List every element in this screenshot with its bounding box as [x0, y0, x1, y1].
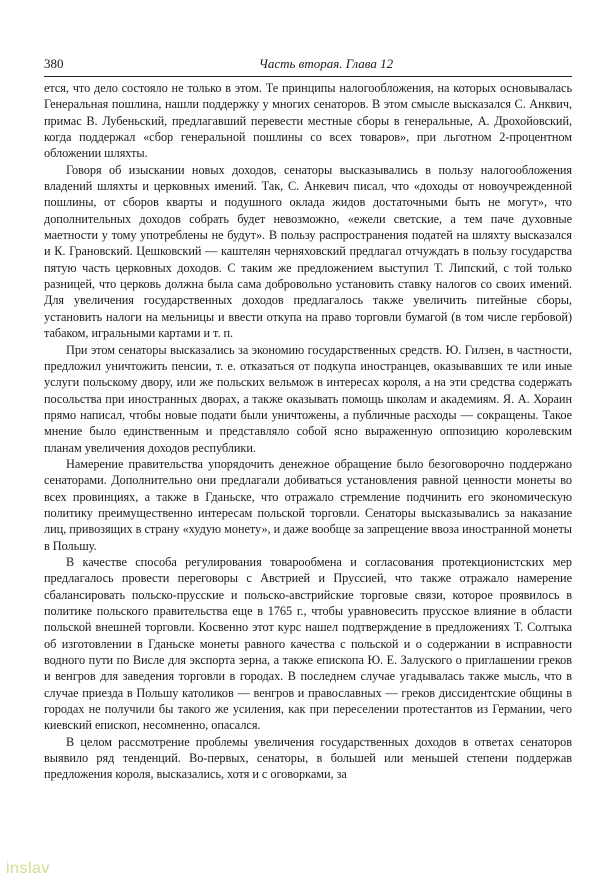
paragraph-3: При этом сенаторы высказались за экономию государственных средств. Ю. Гилзен, в частности, предложил уничтожить пенсии, т. е. отказаться от подкупа иностранцев, оказывавших те или иные услуги польскому двору, или же польских вельмож в интересах короля, а на эти средства содержать посольства при иностранных дворах, а также оказывать помощь школам и академиям. Я. А. Хораин прямо написал, чтобы новые подати были уничтожены, а публичные расходы — сокращены. Такое мнение было единственным и представляло собой ясно выраженную оппозицию королевским планам увеличения доходов республики. — [44, 342, 572, 455]
page-number: 380 — [44, 56, 64, 71]
paragraph-5: В качестве способа регулирования товарообмена и согласования протекционистских мер предлагалось провести переговоры с Австрией и Пруссией, что также отражало намерение сбалансировать польско-прусские и польско-австрийские торговые связи, которое проявилось в политике польского правительства еще в 1765 г., чтобы уравновесить прусское влияние в области польской внешней торговли. Косвенно этот курс нашел подтверждение в предложениях Т. Солтыка об изготовлении в Гданьске монеты равного качества с польской и о содержании в исправности водного пути по Висле для экспорта зерна, а также епископа Ю. Е. Залуского о приглашении греков и венгров для заведения торговли в городах. В последнем случае угадывалась также мысль, что в случае приезда в Польшу католиков — венгров и православных — греков диссидентские общины в городах не получили бы такого же усиления, как при переселении протестантов из Германии, чего киевский епископ, несомненно, опасался. — [44, 554, 572, 733]
paragraph-2: Говоря об изыскании новых доходов, сенаторы высказывались в пользу налогообложения владений шляхты и церковных имений. Так, С. Анкевич писал, что «доходы от новоучрежденной пошлины, от сборов кварты и подушного оклада жидов достаточными быть не могут», что дополнительных доходов собрать будет невозможно, «ежели светские, а тем паче духовные маетности у тому употреблены не будут». В пользу распространения податей на шляхту высказался и К. Грановский. Цешковский — каштелян черняховский предлагал отчуждать в пользу государства пятую часть церковных доходов. С таким же предложением выступил Т. Липский, с той только разницей, что церковь должна была сама добровольно установить ставку налогов со своих имений. Для увеличения государственных доходов предлагалось также увеличить питейные сборы, установить налоги на мельницы и ввести откупа на право торговли бумагой (в том числе гербовой) табаком, игральными картами и т. п. — [44, 162, 572, 341]
page-header — [44, 54, 572, 77]
watermark: inslav — [6, 860, 50, 877]
paragraph-6: В целом рассмотрение проблемы увеличения государственных доходов в ответах сенаторов выявило ряд тенденций. Во-первых, сенаторы, в большей или меньшей степени поддержав предложения короля, высказались, хотя и с оговорками, за — [44, 734, 572, 782]
body-text — [44, 80, 572, 783]
paragraph-1: ется, что дело состояло не только в этом. Те принципы налогообложения, на которых основывалась Генеральная пошлина, нашли поддержку у многих сенаторов. В этом смысле высказался С. Анквич, примас В. Лубеньский, предлагавший перевести местные сборы в генеральные, А. Дрохойовский, когда поддержал «сбор генеральной пошлины со всех товаров», при льготном 2-процентном обложении шляхты. — [44, 81, 572, 161]
running-head: Часть вторая. Глава 12 — [258, 56, 394, 71]
paragraph-4: Намерение правительства упорядочить денежное обращение было безоговорочно поддержано сенаторами. Дополнительно они предлагали добиваться установления равной ценности монеты во всех провинциях, а также в Гданьске, что отражало стремление подчинить его экономическую политику преимущественно интересам польской торговли. Сенаторы высказывались за наказание лиц, привозящих в страну «худую монету», и даже вообще за запрещение ввоза иностранной монеты в Польшу. — [44, 456, 572, 553]
